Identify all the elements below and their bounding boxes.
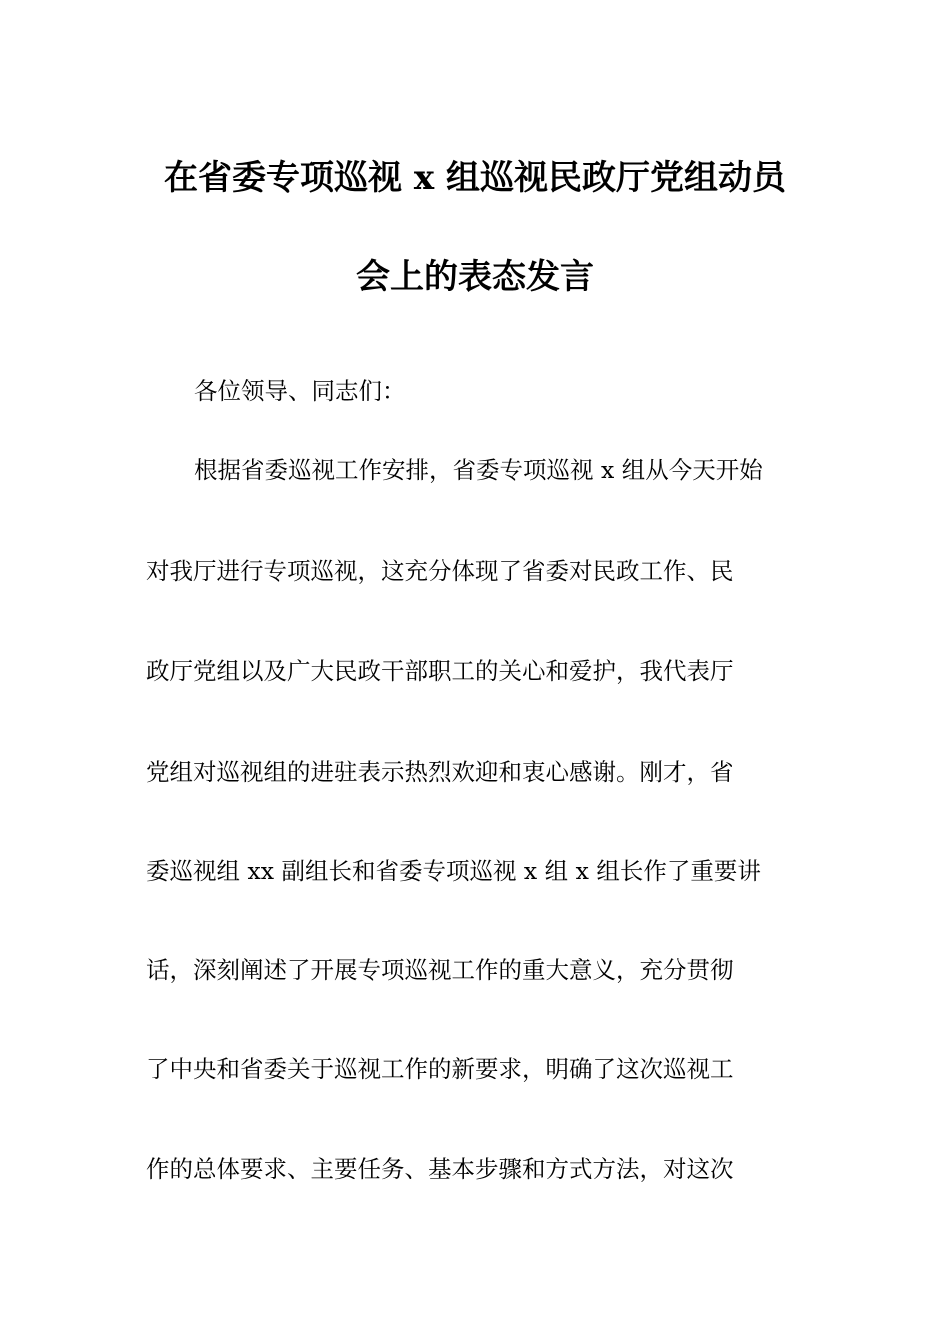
body-line: 委巡视组 xx 副组长和省委专项巡视 x 组 x 组长作了重要讲 [146, 857, 761, 885]
document-title-line-2: 会上的表态发言 [356, 257, 594, 297]
document-title-line-1: 在省委专项巡视 x 组巡视民政厅党组动员 [164, 158, 786, 198]
body-line: 话，深刻阐述了开展专项巡视工作的重大意义，充分贯彻 [146, 956, 734, 984]
salutation: 各位领导、同志们： [194, 377, 406, 405]
body-line: 对我厅进行专项巡视，这充分体现了省委对民政工作、民 [146, 557, 734, 585]
body-line: 了中央和省委关于巡视工作的新要求，明确了这次巡视工 [146, 1055, 734, 1083]
body-line: 根据省委巡视工作安排，省委专项巡视 x 组从今天开始 [194, 456, 763, 484]
body-line: 政厅党组以及广大民政干部职工的关心和爱护，我代表厅 [146, 657, 734, 685]
body-line: 党组对巡视组的进驻表示热烈欢迎和衷心感谢。刚才，省 [146, 758, 734, 786]
body-line: 作的总体要求、主要任务、基本步骤和方式方法，对这次 [146, 1155, 734, 1183]
